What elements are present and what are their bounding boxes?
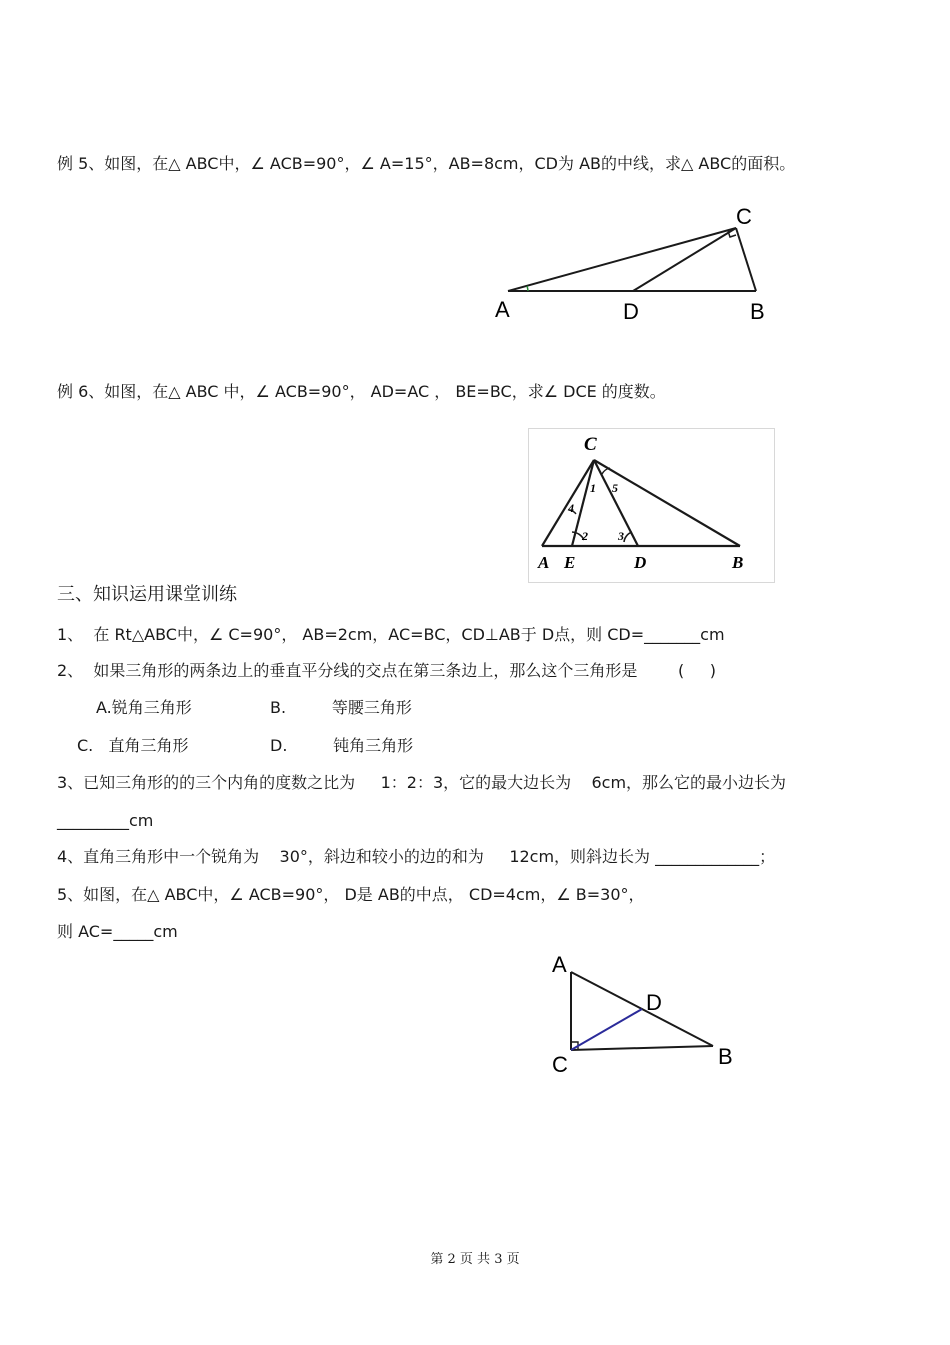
ex6-label-a: A <box>538 553 550 572</box>
ex6-angle-1: 1 <box>590 481 596 495</box>
ex6-label-d: D <box>634 553 647 572</box>
exercise-2-option-c: C. 直角三角形 <box>77 736 189 755</box>
exercise-3-line1: 3、已知三角形的的三个内角的度数之比为 1：2：3，它的最大边长为 6cm，那么它的最小边长为 <box>57 773 787 792</box>
exercise-2-option-a: A.锐角三角形 <box>96 698 192 717</box>
example6-figure <box>528 428 776 584</box>
ex5fig-label-a: A <box>552 952 567 977</box>
ex5fig-label-d: D <box>646 990 662 1015</box>
ex5-label-b: B <box>750 299 765 324</box>
exercise-3-line2: _________cm <box>57 811 154 830</box>
ex5-label-d: D <box>623 299 639 324</box>
exercise-2: 2、 如果三角形的两条边上的垂直平分线的交点在第三条边上，那么这个三角形是 ( ) <box>57 661 716 680</box>
exercise-5-line1: 5、如图，在△ ABC中，∠ ACB=90°， D是 AB的中点， CD=4cm，∠ B=30°， <box>57 885 645 904</box>
example6-text: 例 6、如图，在△ ABC 中，∠ ACB=90°， AD=AC ， BE=BC，求∠ DCE 的度数。 <box>57 382 666 401</box>
exercise5-figure <box>540 948 750 1080</box>
ex6-angle-3: 3 <box>618 529 624 543</box>
ex6-angle-2: 2 <box>582 529 588 543</box>
exercise-4: 4、直角三角形中一个锐角为 30°，斜边和较小的边的和为 12cm，则斜边长为 _____________； <box>57 847 776 866</box>
ex5-label-c: C <box>736 204 752 229</box>
ex6-angle-4: 4 <box>568 501 574 515</box>
exercise-2-option-d: D. 钝角三角形 <box>270 736 414 755</box>
ex6-angle-5: 5 <box>612 481 618 495</box>
exercise-2-option-b: B. 等腰三角形 <box>270 698 412 717</box>
page-footer: 第 2 页 共 3 页 <box>430 1252 520 1267</box>
ex6-label-c: C <box>584 434 597 455</box>
exercise-1: 1、 在 Rt△ABC中，∠ C=90°， AB=2cm，AC=BC，CD⊥AB于 D点，则 CD=_______cm <box>57 625 725 644</box>
ex6-label-e: E <box>564 553 576 572</box>
example5-figure <box>480 200 780 330</box>
ex6-label-b: B <box>732 553 744 572</box>
ex5fig-label-b: B <box>718 1044 733 1069</box>
example5-text: 例 5、如图，在△ ABC中，∠ ACB=90°，∠ A=15°，AB=8cm，CD为 AB的中线，求△ ABC的面积。 <box>57 154 796 173</box>
exercise-5-line2: 则 AC=_____cm <box>57 922 178 941</box>
ex5fig-label-c: C <box>552 1052 568 1077</box>
section-title: 三、知识运用课堂训练 <box>57 584 237 605</box>
ex5-label-a: A <box>495 297 510 322</box>
